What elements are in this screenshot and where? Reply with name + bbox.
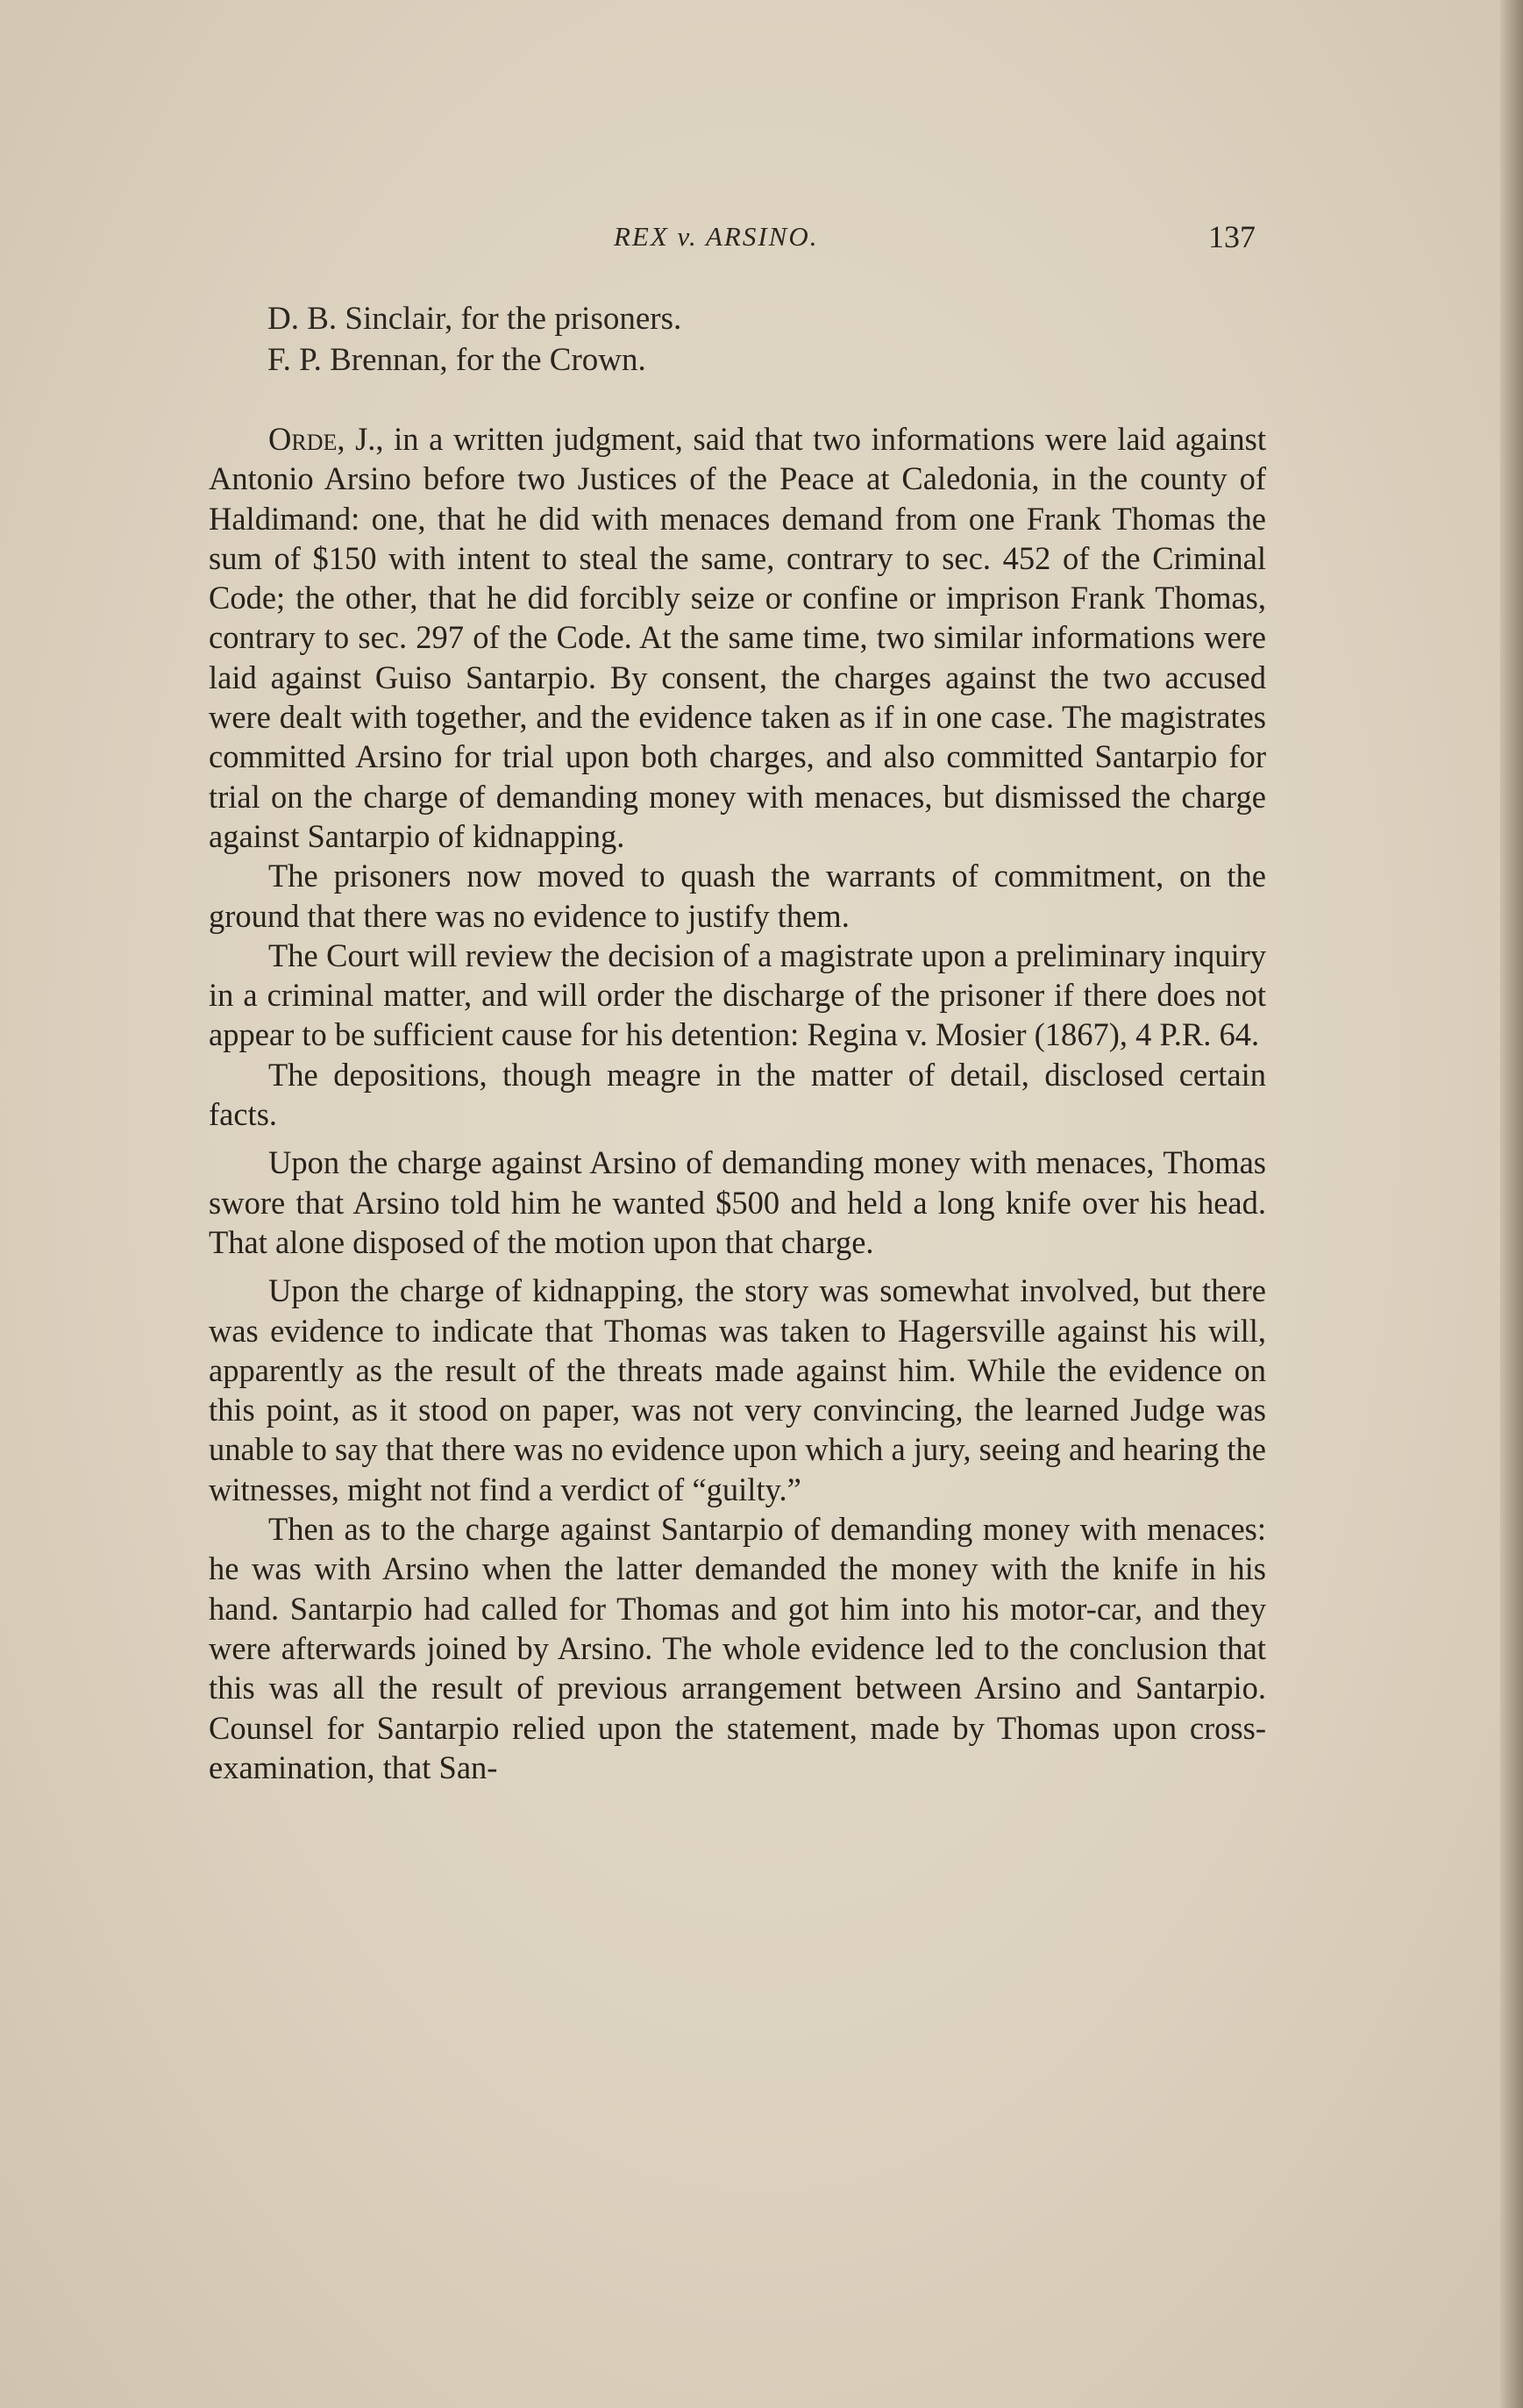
paragraph: Upon the charge of kidnapping, the story was somewhat involved, but there was evidence to indicate that Thomas was taken to Hagersville against his will, apparently as the result of the threats made against him. While the evidence on this point, as it stood on paper, was not very convincing, the learned Judge was unable to say that there was no evidence upon which a jury, seeing and hearing the witnesses, might not find a verdict of “guilty.” [209, 1272, 1266, 1507]
counsel-line: D. B. Sinclair, for the prisoners. [267, 301, 682, 337]
running-head-title: REX v. ARSINO. [614, 221, 819, 252]
paragraph: The prisoners now moved to quash the warrants of commitment, on the ground that there was no evidence to justify them. [209, 858, 1266, 934]
running-head [0, 221, 1523, 265]
paragraph: The depositions, though meagre in the matter of detail, disclosed certain facts. [209, 1056, 1266, 1133]
page-number: 137 [1208, 219, 1256, 254]
paragraph: Then as to the charge against Santarpio of demanding money with menaces: he was with Arsino when the latter demanded the money with the knife in his hand. Santarpio had called for Thomas and got him into his motor-car, and they were afterwards joined by Arsino. The whole evidence led to the conclusion that this was all the result of previous arrangement between Arsino and Santarpio. Counsel for Santarpio relied upon the statement, made by Thomas upon cross-examination, that San- [209, 1511, 1266, 1785]
paragraph [209, 419, 1266, 856]
paragraph: Upon the charge against Arsino of demanding money with menaces, Thomas swore that Arsino told him he wanted $500 and held a long knife over his head. That alone disposed of the motion upon that charge. [209, 1144, 1266, 1260]
judgment-body [209, 419, 1266, 1787]
paragraph-text: , J., in a written judgment, said that two informations were laid against Antonio Arsino before two Justices of the Peace at Caledonia, in the county of Haldimand: one, that he did with menaces demand from one Frank Thomas the sum of $150 with intent to steal the same, contrary to sec. 452 of the Criminal Code; the other, that he did forcibly seize or confine or imprison Frank Thomas, contrary to sec. 297 of the Code. At the same time, two similar informations were laid against Guiso Santarpio. By consent, the charges against the two accused were dealt with together, and the evidence taken as if in one case. The magistrates committed Arsino for trial upon both charges, and also committed Santarpio for trial on the charge of demanding money with menaces, but dismissed the charge against Santarpio of kidnapping. [209, 421, 1266, 854]
counsel-list [267, 298, 681, 381]
page-edge-shadow [1500, 0, 1523, 2408]
counsel-line: F. P. Brennan, for the Crown. [267, 342, 646, 378]
paragraph: The Court will review the decision of a magistrate upon a preliminary inquiry in a criminal matter, and will order the discharge of the prisoner if there does not appear to be sufficient cause for his detention: Regina v. Mosier (1867), 4 P.R. 64. [209, 937, 1266, 1053]
judge-name: Orde [268, 421, 338, 457]
